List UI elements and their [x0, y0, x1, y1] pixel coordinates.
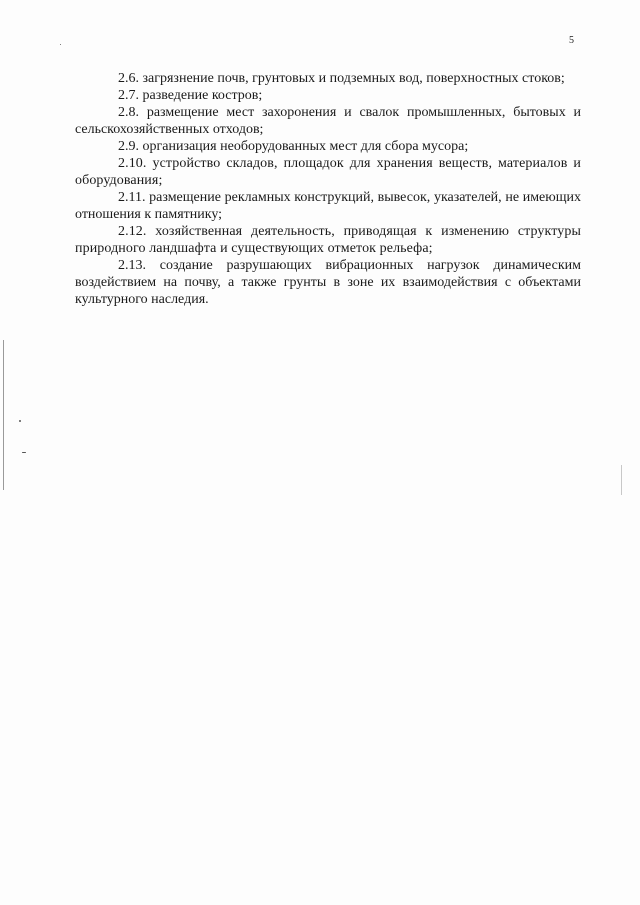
- list-item: 2.6. загрязнение почв, грунтовых и подземных вод, поверхностных стоков;: [118, 71, 565, 86]
- list-item: 2.13. создание разрушающих вибрационных нагрузок динамическим воздействием на почву, а также грунты в зоне их взаимодействия с объектами культурного наследия.: [75, 258, 581, 307]
- scan-speck: [22, 452, 26, 453]
- scan-speck: [19, 420, 21, 422]
- list-item: 2.12. хозяйственная деятельность, приводящая к изменению структуры природного ландшафта и существующих отметок рельефа;: [75, 224, 581, 256]
- document-body: [75, 70, 581, 308]
- list-item: 2.7. разведение костров;: [118, 88, 263, 103]
- scan-edge-mark: [621, 465, 622, 495]
- list-item: 2.10. устройство складов, площадок для хранения веществ, материалов и оборудования;: [75, 156, 581, 188]
- page-number: 5: [569, 35, 574, 46]
- scan-edge-mark: [3, 340, 4, 490]
- list-item: 2.9. организация необорудованных мест для сбора мусора;: [118, 139, 469, 154]
- scan-speck: [60, 44, 61, 45]
- list-item: 2.11. размещение рекламных конструкций, вывесок, указателей, не имеющих отношения к памятнику;: [75, 190, 581, 222]
- list-item: 2.8. размещение мест захоронения и свалок промышленных, бытовых и сельскохозяйственных отходов;: [75, 105, 581, 137]
